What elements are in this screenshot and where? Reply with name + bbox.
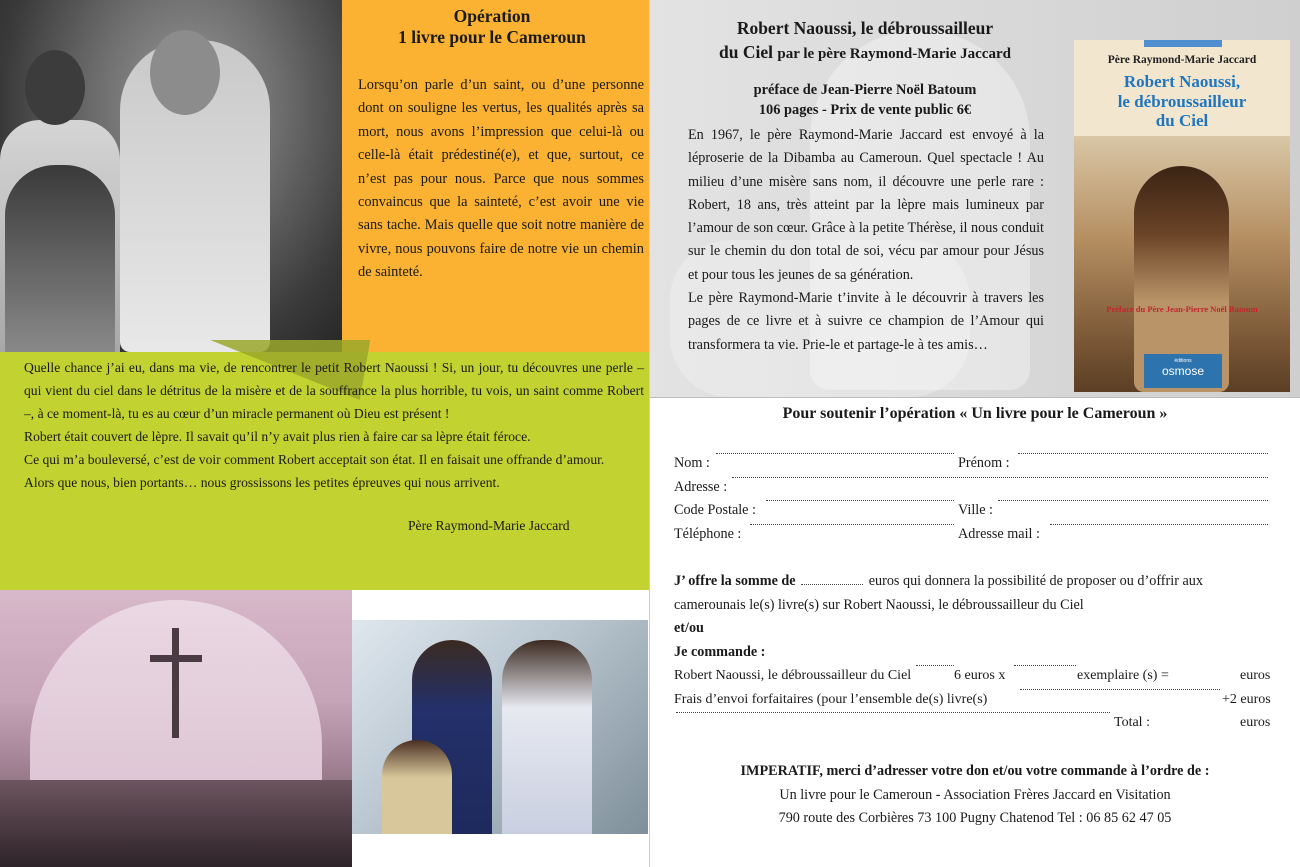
payment-instructions <box>650 760 1300 831</box>
ville-label: Ville : <box>958 502 994 519</box>
publisher-logo <box>1144 354 1222 388</box>
operation-title-line2: 1 livre pour le Cameroun <box>398 27 586 47</box>
testimony-paragraph: Ce qui m’a bouleversé, c’est de voir comment Robert acceptait son état. Il en faisait une offrande d’amour. <box>24 452 605 468</box>
operation-title <box>342 6 642 48</box>
address-line: 790 route des Corbières 73 100 Pugny Chatenod Tel : 06 85 62 47 05 <box>778 810 1172 827</box>
form-row <box>674 523 1274 547</box>
leader-dots <box>916 665 954 666</box>
form-row <box>674 476 1274 500</box>
order-unit-price: 6 euros x <box>954 668 1006 683</box>
photo-priest-with-children <box>0 0 342 352</box>
cover-author: Père Raymond-Marie Jaccard <box>1107 54 1257 66</box>
publisher-name: osmose <box>1161 364 1205 378</box>
shipping-amount: +2 euros <box>1222 691 1271 707</box>
prenom-label: Prénom : <box>958 455 1010 471</box>
testimony-text <box>24 356 644 495</box>
total-currency: euros <box>1240 715 1271 731</box>
testimony-paragraph: Quelle chance j’ai eu, dans ma vie, de rencontrer le petit Robert Naoussi ! Si, un jour, tu découvres une perle – qui vient du ciel dans le détritus de la misère et de la souffrance la plus horrible, tu vois, un saint comme Robert –, à ce moment-là, tu es au cœur d’un miracle permanent où Dieu est présent ! <box>24 360 644 422</box>
book-pages-price: 106 pages - Prix de vente public 6€ <box>758 102 972 118</box>
adresse-label: Adresse : <box>674 478 728 495</box>
cover-title-line: du Ciel <box>1155 111 1209 130</box>
testimony-signature: Père Raymond-Marie Jaccard <box>408 518 570 533</box>
photo-church-interior <box>0 590 352 867</box>
order-heading: Je commande : <box>674 643 766 660</box>
form-title: Pour soutenir l’opération « Un livre pour le Cameroun » <box>782 405 1168 422</box>
quantity-field[interactable] <box>1014 665 1076 666</box>
nom-label: Nom : <box>674 455 710 471</box>
adresse-field[interactable] <box>732 477 1268 478</box>
mail-label: Adresse mail : <box>958 525 1040 542</box>
order-quantity-label: exemplaire (s) = <box>1077 668 1169 683</box>
section-divider <box>650 397 1300 398</box>
book-description-paragraph: En 1967, le père Raymond-Marie Jaccard est envoyé à la léproserie de la Dibamba au Cameroun. Quel spectacle ! Au milieu d’une misère sans nom, il découvre une perle rare : Robert, 18 ans, très atteint par la lèpre mais lumineux par l’amour de son cœur. Grâce à la petite Thérèse, il nous conduit sur le chemin du don total de soi, vécu par amour pour Jésus et pour tous les jeunes de sa génération. <box>688 127 1044 283</box>
operation-title-line1: Opération <box>453 6 531 26</box>
form-row <box>674 499 1274 523</box>
cover-title <box>1074 72 1290 131</box>
leader-dots <box>676 712 1110 713</box>
book-preface: préface de Jean-Pierre Noël Batoum <box>753 82 977 98</box>
cover-title-line: Robert Naoussi, <box>1123 72 1241 91</box>
publisher-pre: éditions <box>1174 358 1192 364</box>
nom-field[interactable] <box>716 453 954 454</box>
offer-section <box>674 570 1274 664</box>
leader-dots <box>1020 689 1220 690</box>
cover-title-line: le débroussailleur <box>1117 91 1247 111</box>
cover-preface: Préface du Père Jean-Pierre Noël Batoum <box>1106 304 1258 314</box>
operation-text: Lorsqu’on parle d’un saint, ou d’une personne dont on souligne les vertus, les qualités après sa mort, nous avons l’impression que celui-là ou celle-là était prédestiné(e), et que, surtout, ce n’est pas pour nous. Parce que nous sommes convaincus que la sainteté, c’est avoir une vie sans tache. Mais quelle que soit notre manière de vivre, nous pouvons faire de notre vie un chemin de sainteté. <box>358 77 644 281</box>
offer-line <box>674 570 1274 617</box>
telephone-label: Téléphone : <box>674 525 742 542</box>
offer-amount-field[interactable] <box>801 584 863 585</box>
offer-and-or: et/ou <box>674 620 704 637</box>
book-description <box>688 124 1044 357</box>
testimony-paragraph: Alors que nous, bien portants… nous grossissons les petites épreuves qui nous arrivent. <box>24 475 500 491</box>
testimony-paragraph: Robert était couvert de lèpre. Il savait qu’il n’y avait plus rien à faire car sa lèpre était féroce. <box>24 429 531 445</box>
order-currency: euros <box>1240 668 1271 683</box>
book-title-line2: du Ciel <box>719 42 774 62</box>
book-preface-info <box>700 80 1030 120</box>
photo-children <box>352 620 648 834</box>
order-section <box>674 664 1274 735</box>
order-row <box>674 664 1274 688</box>
ville-field[interactable] <box>998 500 1268 501</box>
book-cover <box>1074 40 1290 392</box>
order-row <box>674 711 1274 735</box>
form-row <box>674 452 1274 476</box>
cover-band <box>1144 40 1222 47</box>
code-postal-label: Code Postale : <box>674 502 756 519</box>
imperatif-line: IMPERATIF, merci d’adresser votre don et/ou votre commande à l’ordre de : <box>740 763 1210 779</box>
book-description-paragraph: Le père Raymond-Marie t’invite à le découvrir à travers les pages de ce livre et à suivre ce champion de l’Amour qui transformera ta vie. Prie-le et partage-le à tes amis… <box>688 290 1044 353</box>
order-row <box>674 688 1274 712</box>
code-postal-field[interactable] <box>766 500 954 501</box>
telephone-field[interactable] <box>750 524 954 525</box>
payee-line: Un livre pour le Cameroun - Association Frères Jaccard en Visitation <box>779 786 1171 803</box>
book-title <box>700 16 1030 66</box>
offer-lead: J’ offre la somme de <box>674 573 796 589</box>
mail-field[interactable] <box>1050 524 1268 525</box>
order-item: Robert Naoussi, le débroussailleur du Ciel <box>674 668 912 683</box>
book-title-by: par le père Raymond-Marie Jaccard <box>777 46 1011 62</box>
offer-text: euros qui donnera la possibilité de proposer ou d’offrir aux camerounais le(s) livre(s) sur Robert Naoussi, le débroussailleur du Ciel <box>674 573 1203 613</box>
book-title-line1: Robert Naoussi, le débroussailleur <box>736 18 994 38</box>
prenom-field[interactable] <box>1018 453 1268 454</box>
total-label: Total : <box>1114 715 1150 731</box>
contact-form <box>674 452 1274 546</box>
shipping-label: Frais d’envoi forfaitaires (pour l’ensemble de(s) livre(s) <box>674 691 988 707</box>
